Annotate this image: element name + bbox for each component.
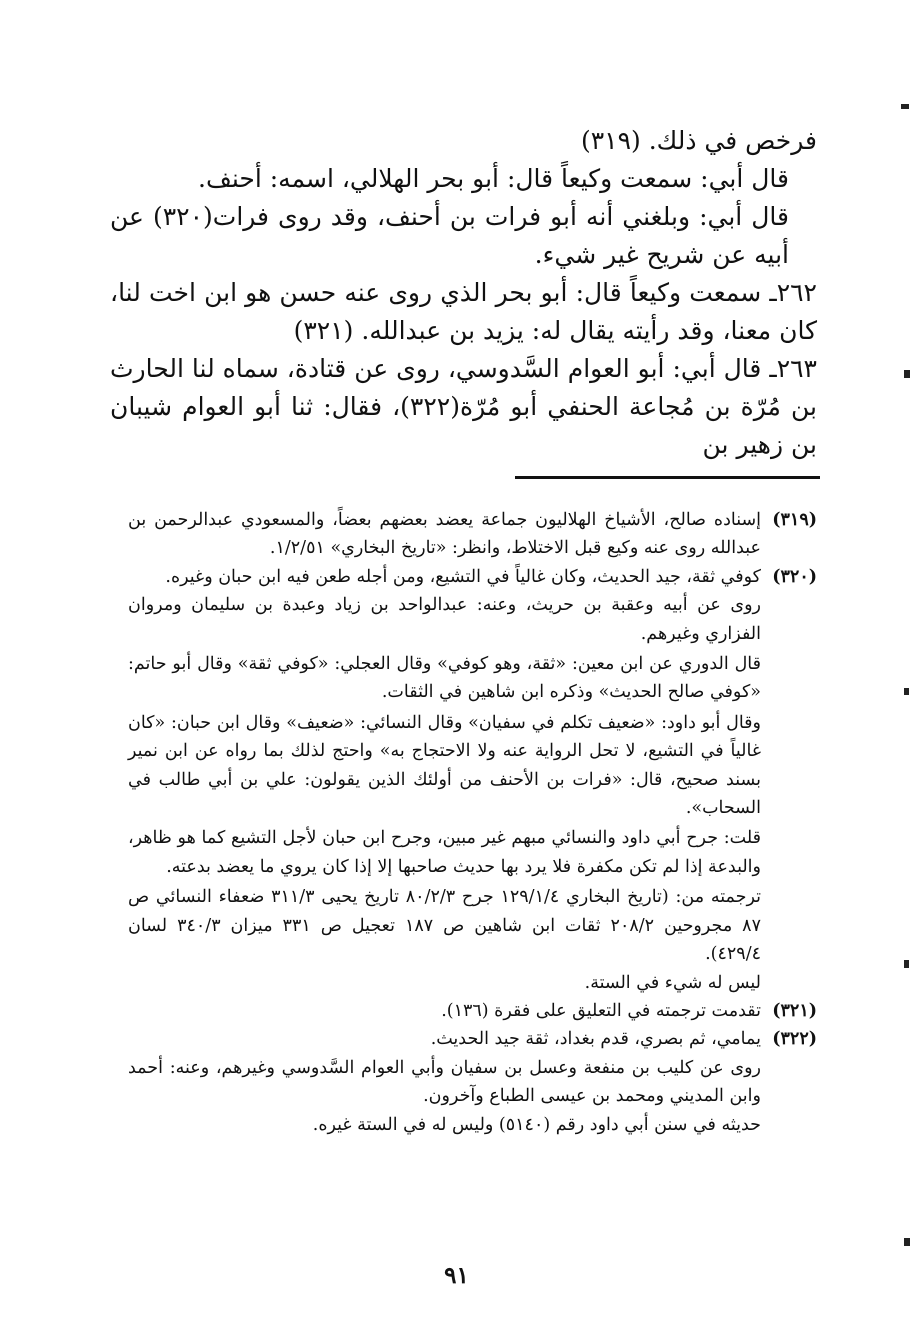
footnote-text: روى عن أبيه وعقبة بن حريث، وعنه: عبدالواحد بن زياد وعبدة بن سليمان ومروان الفزاري وغيرهم. — [128, 595, 761, 644]
footnote-321 — [128, 997, 817, 1025]
main-line-1: فرخص في ذلك. (٣١٩) — [580, 126, 817, 155]
footnote-number: (٣٢٢) — [772, 1029, 817, 1050]
scan-edge-mark — [904, 960, 909, 968]
footnote-text: روى عن كليب بن منفعة وعسل بن سفيان وأبي العوام السَّدوسي وغيرهم، وعنه: أحمد وابن المديني ومحمد بن عيسى الطباع وآخرون. — [128, 1057, 761, 1107]
footnote-number: (٣١٩) — [772, 510, 817, 530]
footnote-text: ترجمته من: (تاريخ البخاري ١٢٩/١/٤ جرح ٨٠/٢/٣ تاريخ يحيى ٣١١/٣ ضعفاء النسائي ص ٨٧ مجروحين ٢٠٨/٢ ثقات ابن شاهين ص ١٨٧ تعجيل ص ٣٣١ ميزان ٣٤٠/٣ لسان ٤٢٩/٤). — [128, 887, 761, 965]
scan-edge-mark — [904, 688, 909, 695]
footnote-number: (٣٢١) — [772, 1000, 817, 1021]
scan-edge-mark — [901, 104, 909, 109]
footnote-text: حديثه في سنن أبي داود رقم (٥١٤٠) وليس له في الستة غيره. — [312, 1114, 761, 1135]
footnote-separator — [515, 476, 820, 479]
footnote-text: قلت: جرح أبي داود والنسائي مبهم غير مبين، وجرح ابن حبان لأجل التشيع كما هو ظاهر، والبدعة إذا لم تكن مكفرة فلا يرد بها حديث صاحبها إلا إذا كان يروي ما يعضد بدعته. — [128, 828, 761, 877]
main-line-4: ٢٦٢ـ سمعت وكيعاً قال: أبو بحر الذي روى عنه حسن هو ابن اخت لنا، كان معنا، وقد رأيته يقال له: يزيد بن عبدالله. (٣٢١) — [110, 278, 817, 345]
footnote-322 — [128, 1025, 817, 1139]
footnote-text: يمامي، ثم بصري، قدم بغداد، ثقة جيد الحديث. — [430, 1029, 761, 1050]
main-line-2: قال أبي: سمعت وكيعاً قال: أبو بحر الهلالي، اسمه: أحنف. — [198, 164, 789, 193]
footnote-text: تقدمت ترجمته في التعليق على فقرة (١٣٦). — [441, 1000, 761, 1021]
footnote-text: كوفي ثقة، جيد الحديث، وكان غالياً في التشيع، ومن أجله طعن فيه ابن حبان وغيره. — [165, 566, 761, 587]
footnote-text: ليس له شيء في الستة. — [584, 972, 761, 993]
footnote-text: إسناده صالح، الأشياخ الهلاليون جماعة يعضد بعضهم بعضاً، والمسعودي عبدالرحمن بن عبدالله روى عنه وكيع قبل الاختلاط، وانظر: «تاريخ البخاري» ١/٢/٥١. — [128, 510, 761, 559]
scan-edge-mark — [904, 370, 910, 378]
footnote-text: وقال أبو داود: «ضعيف تكلم في سفيان» وقال النسائي: «ضعيف» وقال ابن حبان: «كان غالياً في التشيع، لا تحل الرواية عنه ولا الاحتجاج به» واحتج لذلك بما رواه عن ابن نمير بسند صحيح، قال: «فرات بن الأحنف من أولئك الذين يقولون: علي بن أبي طالب في السحاب». — [128, 712, 761, 819]
scan-edge-mark — [904, 1238, 910, 1246]
footnote-319 — [128, 506, 817, 563]
page-number: ٩١ — [444, 1262, 469, 1289]
footnote-number: (٣٢٠) — [772, 566, 817, 587]
footnote-text: قال الدوري عن ابن معين: «ثقة، وهو كوفي» وقال العجلي: «كوفي ثقة» وقال أبو حاتم: «كوفي صالح الحديث» وذكره ابن شاهين في الثقات. — [128, 654, 761, 703]
footnote-320 — [128, 563, 817, 997]
main-text — [110, 122, 817, 464]
main-line-3: قال أبي: وبلغني أنه أبو فرات بن أحنف، وقد روى فرات(٣٢٠) عن أبيه عن شريح غير شيء. — [110, 202, 789, 269]
main-line-5: ٢٦٣ـ قال أبي: أبو العوام السَّدوسي، روى عن قتادة، سماه لنا الحارث بن مُرّة بن مُجاعة الحنفي أبو مُرّة(٣٢٢)، فقال: ثنا أبو العوام شيبان بن زهير بن — [110, 354, 817, 459]
footnotes — [128, 506, 817, 1139]
